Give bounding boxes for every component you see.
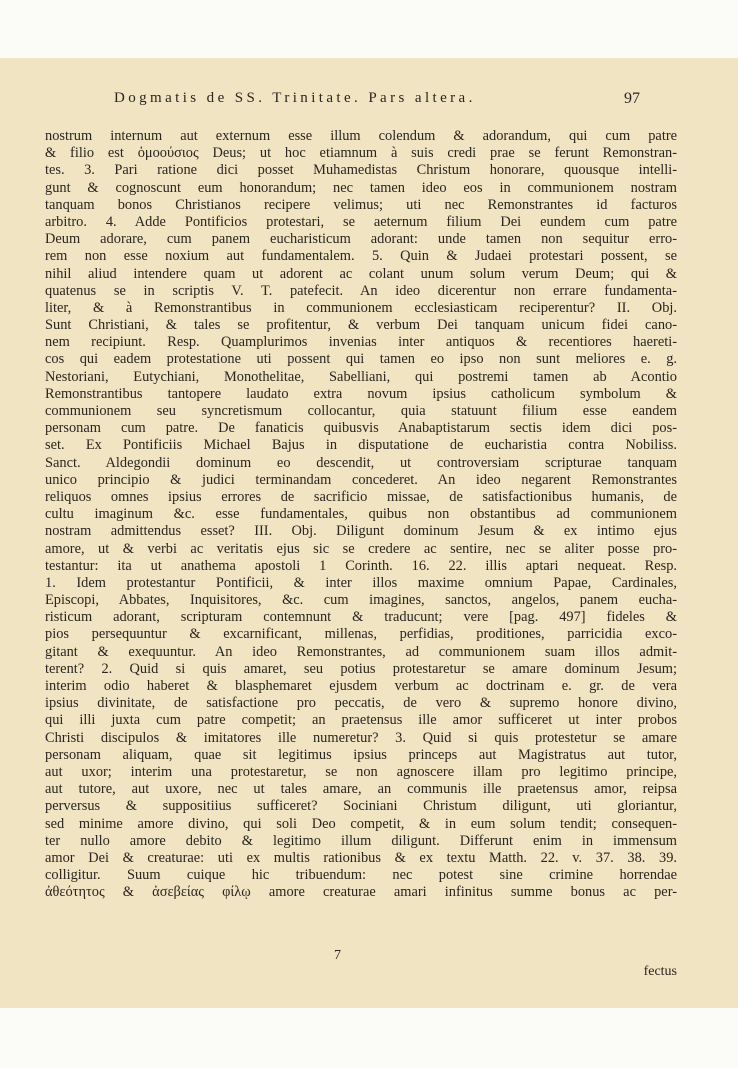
text-line: liter, & à Remonstrantibus in communionem ecclesiasticam reciperentur? II. Obj. [45,299,677,316]
text-line: personam cum patre. De fanaticis quibusvis Anabaptistarum sectis idem dici pos- [45,420,677,437]
text-line: reliquos omnes ipsius errores de sacrificio missae, de satisfactionibus humanis, de [45,488,677,505]
text-line: cos qui eadem protestatione uti possent qui tamen eo ipso non sunt meliores e. g. [45,351,677,368]
text-line: ἀθεότητος & ἀσεβείας φίλῳ amore creaturae amari infinitus summe bonus ac per- [45,884,677,901]
text-line: personam aliquam, quae sit legitimus ipsius princeps aut Magistratus aut tutor, [45,746,677,763]
text-line: ter nullo amore debito & legitimo illum diligunt. Differunt enim in immensum [45,832,677,849]
text-line: nihil aliud intendere quam ut adorent ac colant unum solum verum Deum; qui & [45,265,677,282]
text-line: qui illi juxta cum patre competit; an praetensus ille amor sufficeret ut inter probos [45,712,677,729]
page-number: 97 [624,90,640,107]
text-line: & filio est ὁμοούσιος Deus; ut hoc etiamnum à suis credi prae se ferunt Remonstran- [45,145,677,162]
text-line: terent? 2. Quid si quis amaret, seu potius protestaretur se amare dominum Jesum; [45,660,677,677]
text-line: cultu imaginum &c. esse fundamentales, quibus non obstantibus ad communionem [45,506,677,523]
text-line: gitant & exequuntur. An ideo Remonstrantes, ad communionem suam illos admit- [45,643,677,660]
text-line: tes. 3. Pari ratione dici posset Muhamedistas Christum honorare, quousque intelli- [45,162,677,179]
text-line: nem recipiunt. Resp. Quamplurimos invenias inter antiquos & recentiores haereti- [45,334,677,351]
signature-mark: 7 [334,948,341,963]
running-title: Dogmatis de SS. Trinitate. Pars altera. [114,90,476,106]
text-line: amore, ut & verbi ac veritatis ejus sic se credere ac sentire, nec se aliter posse pro- [45,540,677,557]
text-line: pios persequuntur & excarnificant, millenas, perfidias, proditiones, parricidia exco- [45,626,677,643]
text-line: Remonstrantibus tantopere laudato extra novum ipsius catholicum symbolum & [45,385,677,402]
text-line: aut tutore, aut uxore, nec ut tales amare, an communis ille praetensus amor, reipsa [45,781,677,798]
text-line: Episcopi, Abbates, Inquisitores, &c. cum imagines, sanctos, angelos, panem eucha- [45,592,677,609]
running-header [114,90,640,107]
text-line: risticum adorant, scripturam contemnunt & traducunt; vere [pag. 497] fideles & [45,609,677,626]
text-line: colligitur. Suum cuique hic tribuendum: nec potest sine crimine horrendae [45,867,677,884]
catchword: fectus [643,964,677,979]
text-line: Nestoriani, Eutychiani, Monothelitae, Sabelliani, qui postremi tamen ab Acontio [45,368,677,385]
book-page [0,58,738,1008]
text-line: tanquam bonos Christianos recipere velimus; uti nec Remonstrantes id facturos [45,196,677,213]
text-line: arbitro. 4. Adde Pontificios protestari, se aeternum filium Dei eundem cum patre [45,213,677,230]
text-line: 1. Idem protestantur Pontificii, & inter illos maxime omnium Papae, Cardinales, [45,574,677,591]
text-line: Christi discipulos & imitatores ille numeretur? 3. Quid si quis protestetur se amare [45,729,677,746]
text-line: Sunt Christiani, & tales se profitentur, & verbum Dei tanquam unicum fidei cano- [45,317,677,334]
body-text [45,128,677,901]
text-line: perversus & suppositiius sufficeret? Sociniani Christum diligunt, uti gloriantur, [45,798,677,815]
text-line: Deum adorare, cum panem eucharisticum adorant: unde tamen non sequitur erro- [45,231,677,248]
text-line: communionem seu syncretismum collocantur, quia statuunt filium esse eandem [45,403,677,419]
text-line: nostrum internum aut externum esse illum colendum & adorandum, qui cum patre [45,128,677,144]
text-line: amor Dei & creaturae: uti ex multis rationibus & ex textu Matth. 22. v. 37. 38. 39. [45,849,677,866]
text-line: gunt & cognoscunt eum honorandum; nec tamen ideo eos in communionem nostram [45,179,677,196]
text-line: testantur: ita ut anathema apostoli 1 Corinth. 16. 22. illis aptari nequeat. Resp. [45,557,677,574]
text-line: rem non esse noxium aut fundamentalem. 5. Quin & Judaei protestari possent, se [45,248,677,265]
text-line: sed minime amore divino, qui soli Deo competit, & in eum solum tendit; consequen- [45,815,677,832]
text-line: interim odio haberet & blasphemaret ejusdem verbum ac doctrinam e. gr. de vera [45,678,677,694]
text-line: Sanct. Aldegondii dominum eo descendit, ut controversiam scripturae tanquam [45,454,677,471]
text-line: unico principio & judici terminandam concederet. An ideo negarent Remonstrantes [45,471,677,488]
text-line: ipsius divinitate, de satisfactione pro peccatis, de vero & supremo honore divino, [45,695,677,712]
text-line: quatenus se in scriptis V. T. patefecit. An ideo dicerentur non errare fundamenta- [45,282,677,299]
text-line: aut uxor; interim una protestaretur, se non agnoscere illam pro legitimo principe, [45,763,677,780]
text-line: set. Ex Pontificiis Michael Bajus in disputatione de eucharistia contra Nobiliss. [45,437,677,454]
text-line: nostram admittendus esset? III. Obj. Diligunt dominum Jesum & ex intimo ejus [45,523,677,540]
